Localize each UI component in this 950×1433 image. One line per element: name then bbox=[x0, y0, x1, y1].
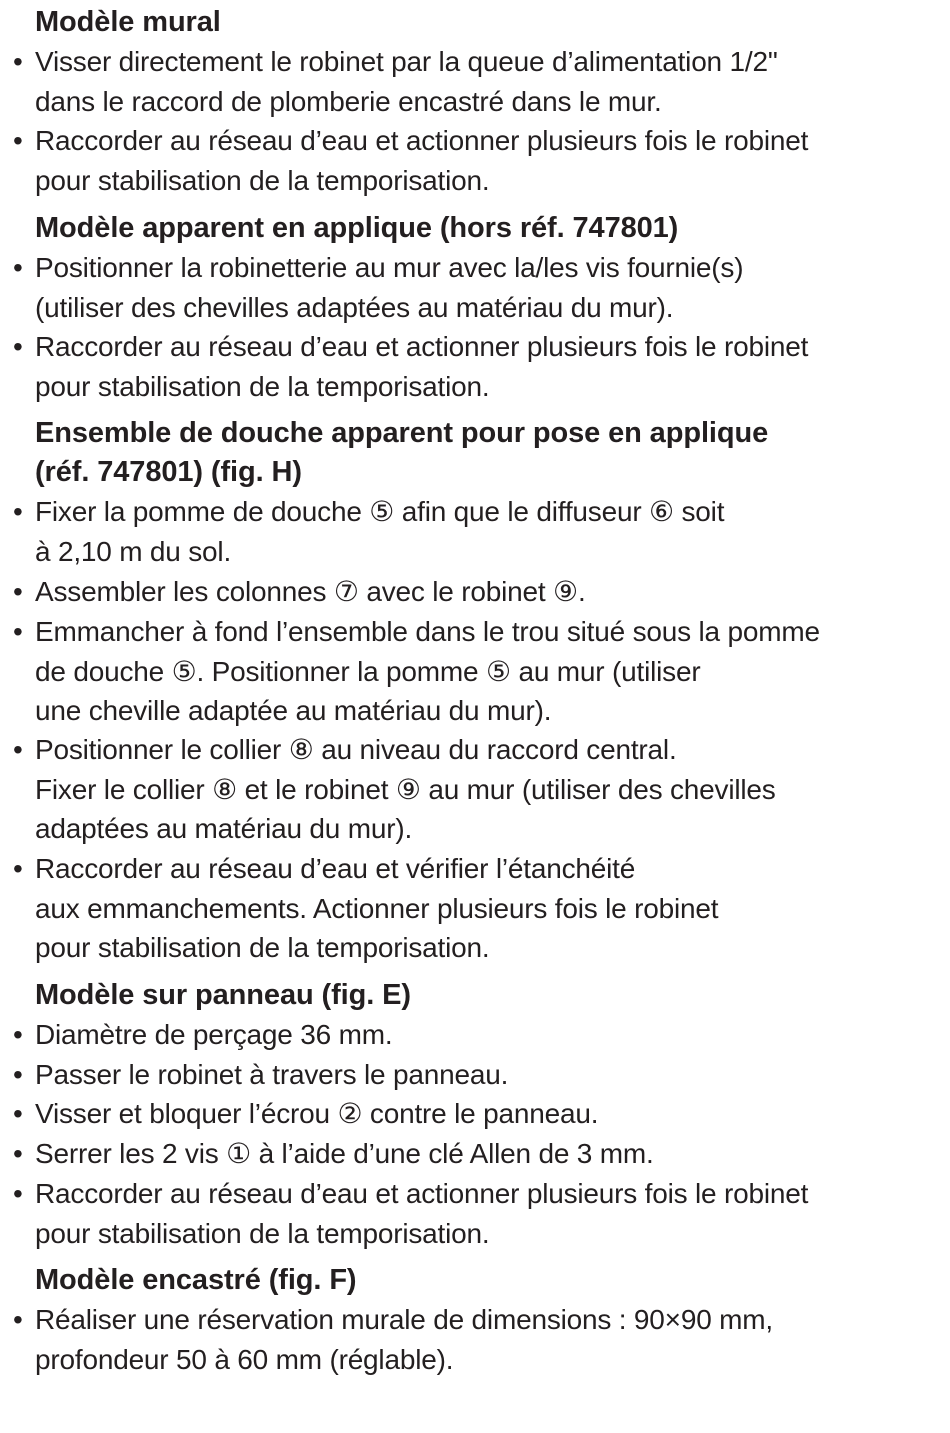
list-item-line: Visser directement le robinet par la queue d’alimentation 1/2" bbox=[35, 46, 778, 77]
list-item-line: adaptées au matériau du mur). bbox=[35, 813, 413, 845]
bullet-icon: • bbox=[13, 1138, 23, 1169]
bullet-icon: • bbox=[13, 616, 23, 647]
list-item-line: Assembler les colonnes ⑦ avec le robinet ⑨. bbox=[35, 576, 586, 607]
bullet-icon: • bbox=[13, 496, 23, 527]
list-item-line: Positionner le collier ⑧ au niveau du raccord central. bbox=[35, 734, 677, 765]
bullet-icon: • bbox=[13, 1178, 23, 1209]
list-item-line: pour stabilisation de la temporisation. bbox=[35, 932, 490, 964]
list-item-line: Visser et bloquer l’écrou ② contre le panneau. bbox=[35, 1098, 599, 1129]
list-item-line: profondeur 50 à 60 mm (réglable). bbox=[35, 1343, 454, 1375]
bullet-icon: • bbox=[13, 853, 23, 884]
bullet-icon: • bbox=[13, 1019, 23, 1050]
list-item-line: aux emmanchements. Actionner plusieurs fois le robinet bbox=[35, 892, 719, 924]
bullet-icon: • bbox=[13, 576, 23, 607]
bullet-icon: • bbox=[13, 1098, 23, 1129]
section-title-ensemble-douche-ref: (réf. 747801) (fig. H) bbox=[35, 456, 302, 488]
list-item-line: Diamètre de perçage 36 mm. bbox=[35, 1019, 393, 1050]
list-item-line: pour stabilisation de la temporisation. bbox=[35, 370, 490, 402]
list-item-line: pour stabilisation de la temporisation. bbox=[35, 164, 490, 196]
list-item-line: Serrer les 2 vis ① à l’aide d’une clé Allen de 3 mm. bbox=[35, 1138, 654, 1169]
list-item-line: dans le raccord de plomberie encastré dans le mur. bbox=[35, 85, 662, 117]
bullet-icon: • bbox=[13, 46, 23, 77]
section-title-modele-mural: Modèle mural bbox=[35, 6, 221, 38]
bullet-icon: • bbox=[13, 1059, 23, 1090]
list-item-line: Raccorder au réseau d’eau et actionner plusieurs fois le robinet bbox=[35, 125, 809, 156]
section-title-modele-panneau: Modèle sur panneau (fig. E) bbox=[35, 979, 411, 1011]
list-item-line: Fixer le collier ⑧ et le robinet ⑨ au mur (utiliser des chevilles bbox=[35, 773, 776, 805]
bullet-icon: • bbox=[13, 125, 23, 156]
list-item-line: une cheville adaptée au matériau du mur). bbox=[35, 695, 552, 727]
list-item-line: Fixer la pomme de douche ⑤ afin que le diffuseur ⑥ soit bbox=[35, 496, 725, 527]
list-item-line: Raccorder au réseau d’eau et vérifier l’étanchéité bbox=[35, 853, 636, 884]
list-item-line: Raccorder au réseau d’eau et actionner plusieurs fois le robinet bbox=[35, 331, 809, 362]
list-item-line: (utiliser des chevilles adaptées au matériau du mur). bbox=[35, 291, 674, 323]
list-item-line: pour stabilisation de la temporisation. bbox=[35, 1217, 490, 1249]
list-item-line: de douche ⑤. Positionner la pomme ⑤ au mur (utiliser bbox=[35, 655, 701, 687]
bullet-icon: • bbox=[13, 734, 23, 765]
list-item-line: Emmancher à fond l’ensemble dans le trou situé sous la pomme bbox=[35, 616, 820, 647]
list-item-line: Positionner la robinetterie au mur avec la/les vis fournie(s) bbox=[35, 252, 744, 283]
list-item-line: Passer le robinet à travers le panneau. bbox=[35, 1059, 509, 1090]
list-item-line: Raccorder au réseau d’eau et actionner plusieurs fois le robinet bbox=[35, 1178, 809, 1209]
list-item-line: à 2,10 m du sol. bbox=[35, 535, 232, 567]
list-item-line: Réaliser une réservation murale de dimensions : 90×90 mm, bbox=[35, 1304, 773, 1335]
bullet-icon: • bbox=[13, 331, 23, 362]
bullet-icon: • bbox=[13, 252, 23, 283]
section-title-modele-apparent: Modèle apparent en applique (hors réf. 747801) bbox=[35, 212, 679, 244]
section-title-ensemble-douche: Ensemble de douche apparent pour pose en applique bbox=[35, 417, 769, 449]
section-title-modele-encastre: Modèle encastré (fig. F) bbox=[35, 1264, 357, 1296]
bullet-icon: • bbox=[13, 1304, 23, 1335]
